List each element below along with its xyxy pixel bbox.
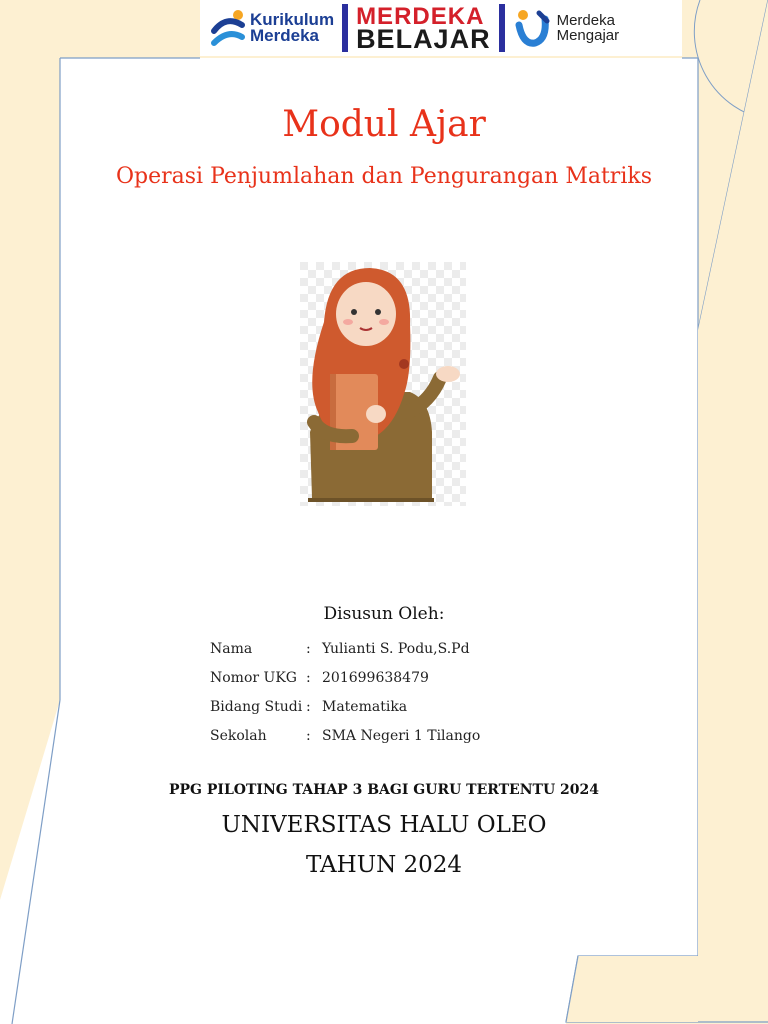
- document-title: Modul Ajar: [282, 104, 486, 145]
- merdeka-mengajar-icon: [513, 7, 551, 49]
- logo-bar: [200, 0, 682, 56]
- kurikulum-merdeka-logo: [210, 7, 334, 49]
- info-value: SMA Negeri 1 Tilango: [322, 727, 481, 744]
- info-label: Nama: [210, 640, 253, 657]
- document-year: TAHUN 2024: [305, 852, 463, 878]
- document-subtitle: Operasi Penjumlahan dan Pengurangan Matriks: [116, 164, 652, 189]
- university-name: UNIVERSITAS HALU OLEO: [221, 812, 547, 838]
- info-label: Bidang Studi: [210, 698, 303, 715]
- teacher-illustration: [300, 262, 466, 506]
- info-row-school: [210, 721, 480, 750]
- info-row-name: [210, 634, 480, 663]
- logo-kurikulum-line2: Merdeka: [250, 26, 319, 45]
- merdeka-belajar-logo: [356, 3, 491, 54]
- program-line: PPG PILOTING TAHAP 3 BAGI GURU TERTENTU 2024: [168, 782, 599, 798]
- author-info: [210, 634, 480, 750]
- composed-by-heading: Disusun Oleh:: [323, 604, 445, 624]
- info-value: Yulianti S. Podu,S.Pd: [322, 640, 470, 657]
- logo-belajar-line1: MERDEKA: [356, 3, 485, 30]
- logo-divider: [499, 4, 505, 52]
- info-row-ukg: [210, 663, 480, 692]
- info-label: Sekolah: [210, 727, 267, 744]
- info-value: 201699638479: [322, 669, 429, 686]
- info-row-subject: [210, 692, 480, 721]
- info-value: Matematika: [322, 698, 408, 715]
- info-separator: :: [306, 727, 311, 744]
- info-separator: :: [306, 669, 311, 686]
- info-separator: :: [306, 698, 311, 715]
- logo-divider: [342, 4, 348, 52]
- logo-mengajar-line2: Mengajar: [556, 27, 620, 44]
- info-label: Nomor UKG: [210, 669, 297, 686]
- logo-kurikulum-line1: Kurikulum: [250, 10, 335, 29]
- info-separator: :: [306, 640, 311, 657]
- kurikulum-merdeka-icon: [210, 7, 246, 49]
- logo-belajar-line2: BELAJAR: [356, 24, 491, 54]
- merdeka-mengajar-logo: [513, 7, 620, 49]
- logo-mengajar-line1: Merdeka: [556, 12, 615, 29]
